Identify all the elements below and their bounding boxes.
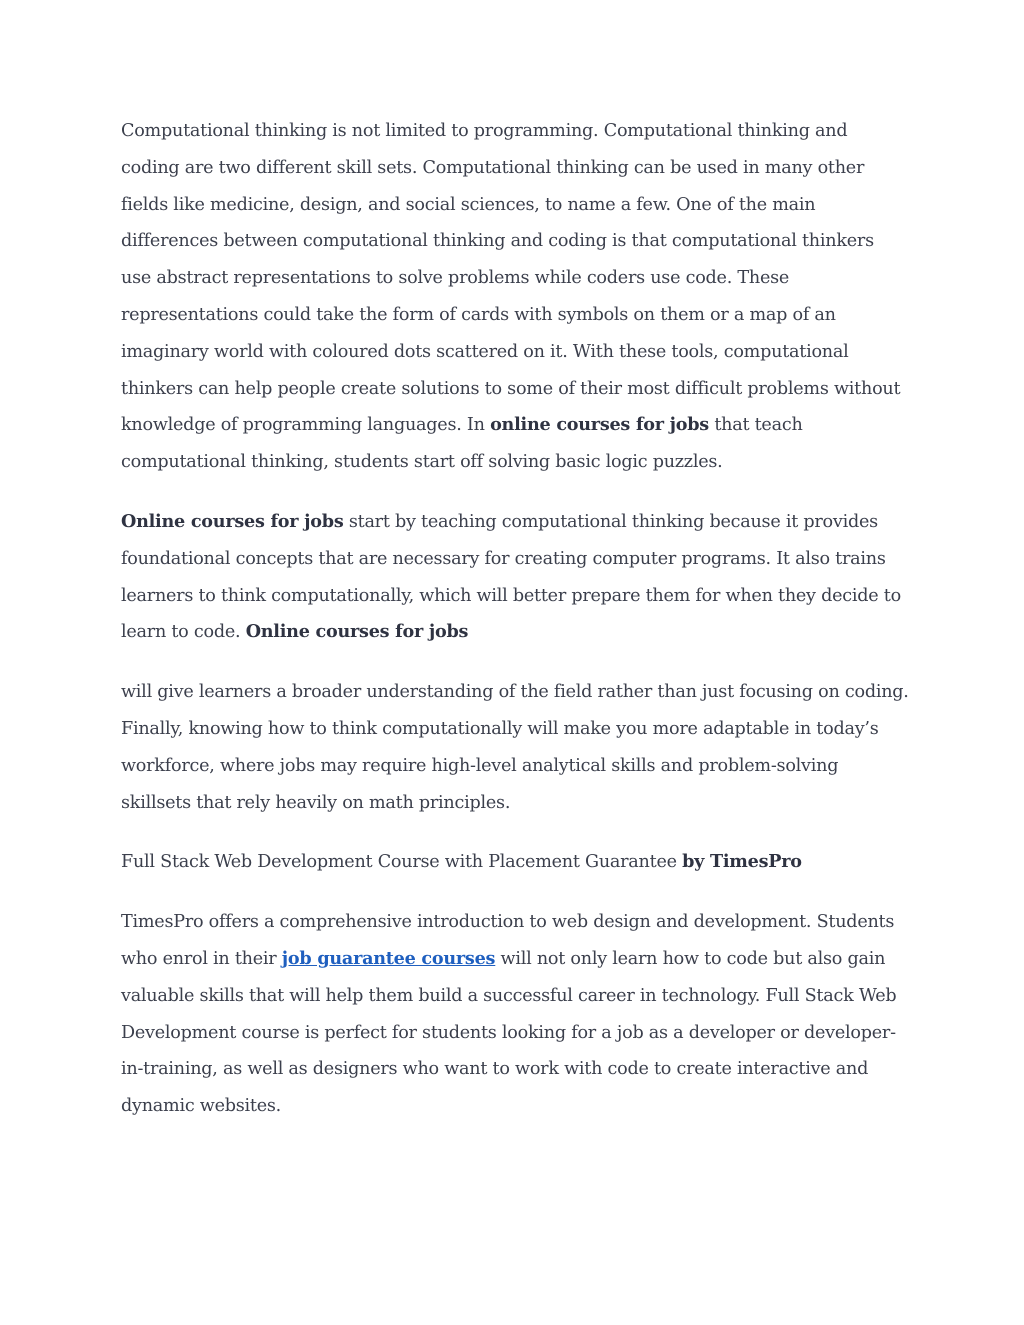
course-title: Full Stack Web Development Course with Placement Guarantee [121,852,677,873]
bold-phrase-online-courses: online courses for jobs [490,414,709,436]
paragraph-text: Computational thinking is not limited to programming. Computational thinking and coding are two different skill sets. Computational thinking can be used in many other fields like medicine, design, and social sciences, to name a few. One of the main differences between computational thinking and coding is that computational thinkers use abstract representations to solve problems while coders use code. These representations could take the form of cards with symbols on them or a map of an imaginary world with coloured dots scattered on it. With these tools, computational thinkers can help people create solutions to some of their most difficult problems without knowledge of programming languages. In [121,121,901,436]
paragraph-broader-understanding [121,674,909,821]
paragraph-text: that teach computational thinking, students start off solving basic logic puzzles. [121,415,803,473]
course-provider: by TimesPro [682,851,802,873]
bold-phrase-online-courses: Online courses for jobs [121,510,344,532]
course-heading [121,844,909,881]
paragraph-text: start by teaching computational thinking because it provides foundational concepts that are necessary for creating computer programs. It also trains learners to think computationally, which will better prepare them for when they decide to learn to code. [121,511,901,643]
link-text: job guarantee course [281,947,486,969]
paragraph-timespro [121,904,909,1125]
link-text-suffix: s [485,947,496,969]
bold-phrase-online-courses: Online courses for jobs [245,621,469,643]
document-page [121,113,909,1148]
paragraph-text: will give learners a broader understanding of the field rather than just focusing on coding. Finally, knowing how to think computationally will make you more adaptable in today’s workforce, where jobs may require high-level analytical skills and problem-solving skillsets that rely heavily on math principles. [121,682,909,813]
paragraph-text: will not only learn how to code but also gain valuable skills that will help them build a successful career in technology. Full Stack Web Development course is perfect for students looking for a job as a developer or developer-in-training, as well as designers who want to work with code to create interactive and dynamic websites. [121,948,897,1117]
paragraph-text: TimesPro offers a comprehensive introduction to web design and development. Students who enrol in their [121,912,895,969]
job-guarantee-courses-link[interactable] [282,948,495,969]
paragraph-online-courses [121,504,909,651]
paragraph-computational-thinking [121,113,909,481]
